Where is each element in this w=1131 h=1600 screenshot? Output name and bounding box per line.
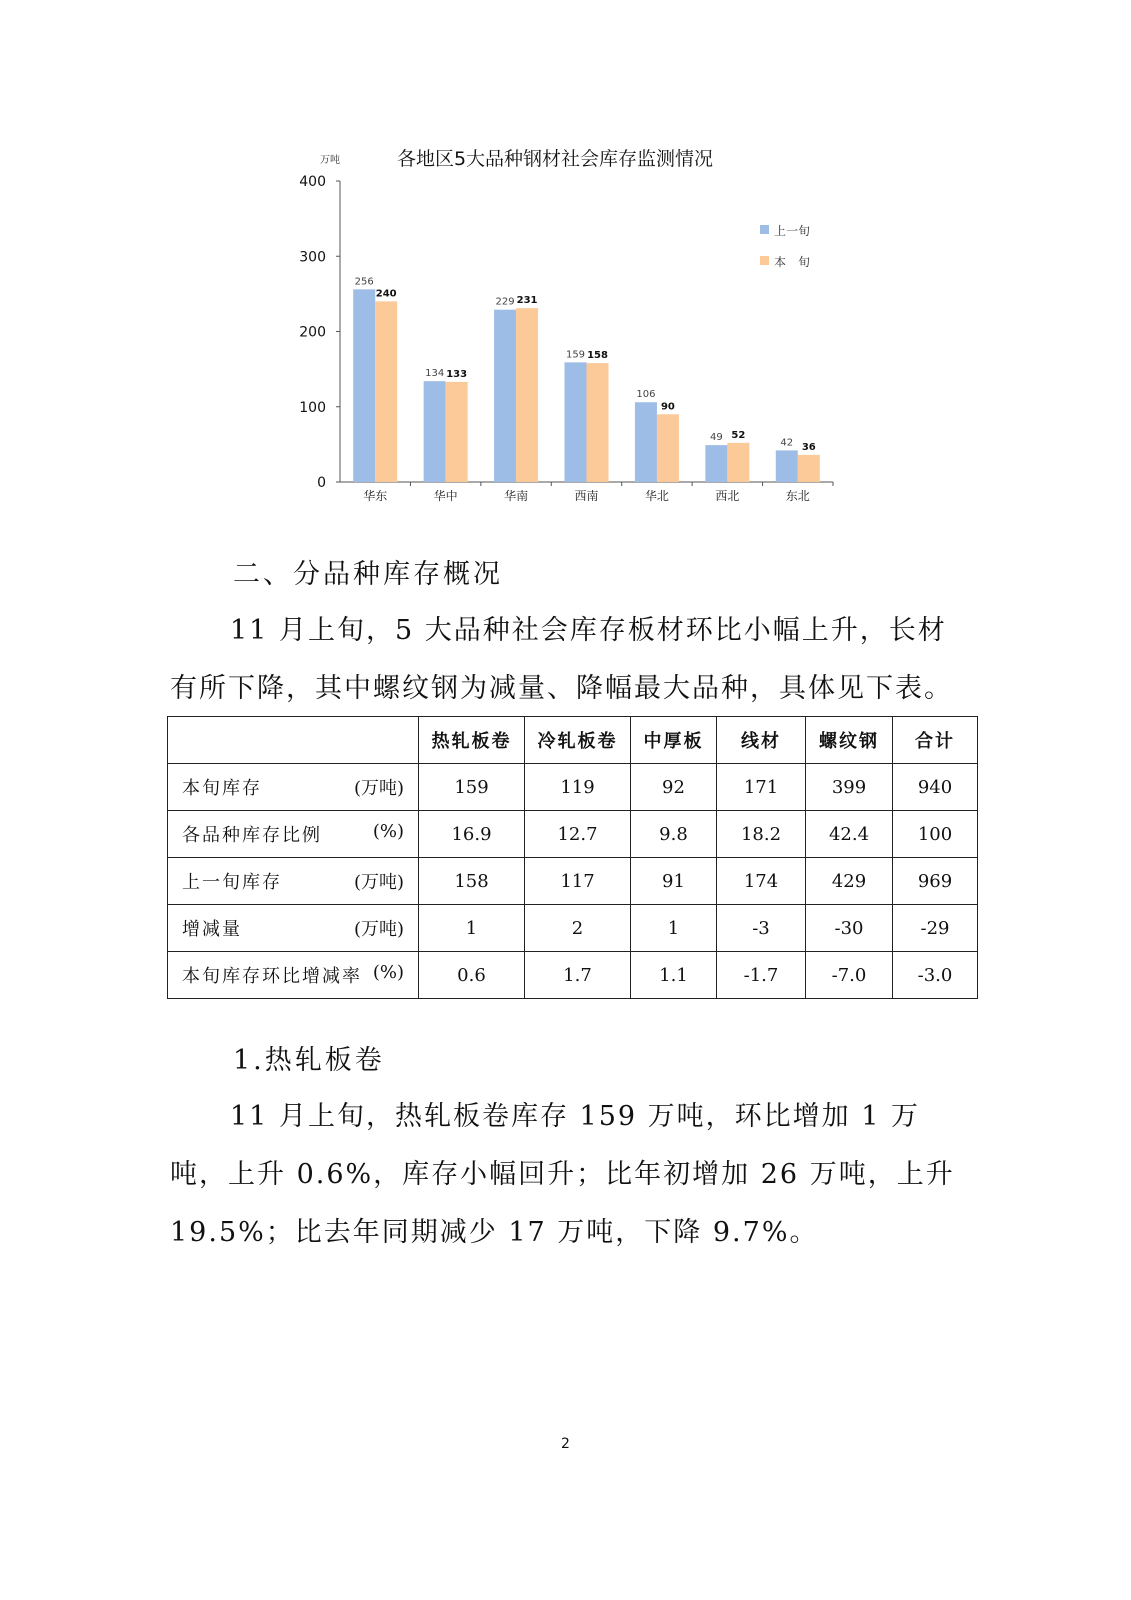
bar: [776, 450, 798, 482]
bar: [494, 310, 516, 482]
y-tick-label: 0: [317, 475, 326, 491]
table-row: [168, 811, 978, 858]
row-label: 各品种库存比例: [182, 825, 322, 846]
legend-label: 本 旬: [774, 255, 811, 269]
table-cell: 940: [893, 764, 978, 811]
x-tick-label: 西北: [715, 489, 740, 503]
bar-value-label: 229: [495, 296, 515, 308]
row-label-cell: [168, 905, 419, 952]
bar-value-label: 36: [801, 441, 816, 453]
x-tick-label: 华北: [644, 489, 669, 503]
col-header: 螺纹钢: [806, 717, 893, 764]
inventory-by-category-table: [167, 716, 978, 999]
bar-value-label: 90: [660, 401, 675, 413]
table-row: [168, 858, 978, 905]
table-cell: 399: [806, 764, 893, 811]
bar: [565, 362, 587, 482]
bar-value-label: 106: [636, 389, 656, 401]
row-label-cell: [168, 858, 419, 905]
table-cell: 1: [631, 905, 717, 952]
table-cell: 119: [525, 764, 631, 811]
table-cell: -3.0: [893, 952, 978, 999]
row-label: 增减量: [182, 919, 242, 940]
bar: [727, 443, 749, 482]
row-label: 本旬库存: [182, 778, 262, 799]
x-tick-label: 华中: [433, 489, 458, 503]
table-cell: 158: [419, 858, 525, 905]
table-cell: 1: [419, 905, 525, 952]
table-cell: -1.7: [717, 952, 806, 999]
table-cell: 100: [893, 811, 978, 858]
bar-value-label: 134: [425, 368, 445, 380]
table-cell: 117: [525, 858, 631, 905]
bar-value-label: 256: [354, 276, 374, 288]
x-tick-label: 华南: [504, 489, 529, 503]
table-row: [168, 905, 978, 952]
y-tick-label: 300: [299, 249, 326, 266]
intro-paragraph: 11 月上旬，5 大品种社会库存板材环比小幅上升，长材有所下降，其中螺纹钢为减量、降幅最大品种，具体见下表。: [170, 615, 953, 704]
chart-title: 各地区5大品种钢材社会库存监测情况: [396, 148, 714, 170]
table-cell: 1.7: [525, 952, 631, 999]
table-cell: 159: [419, 764, 525, 811]
table-cell: 969: [893, 858, 978, 905]
chart-y-unit: 万吨: [320, 155, 340, 166]
bar-value-label: 159: [565, 349, 586, 361]
row-unit: (%): [372, 821, 404, 842]
y-tick-label: 200: [299, 324, 326, 341]
bar: [798, 455, 820, 482]
table-cell: -3: [717, 905, 806, 952]
bar: [446, 382, 468, 482]
bar: [424, 381, 446, 482]
subsection-title: 1.热轧板卷: [233, 1045, 385, 1076]
row-label-cell: [168, 811, 419, 858]
table-header-row: [168, 717, 978, 764]
bar: [375, 301, 397, 482]
bar: [587, 363, 609, 482]
table-cell: 42.4: [806, 811, 893, 858]
table-cell: 12.7: [525, 811, 631, 858]
row-label-cell: [168, 764, 419, 811]
table-cell: -30: [806, 905, 893, 952]
table-cell: 0.6: [419, 952, 525, 999]
bar-value-label: 231: [516, 295, 538, 307]
x-tick-label: 华东: [363, 489, 388, 503]
bar-value-label: 42: [780, 437, 794, 449]
bar: [635, 402, 657, 482]
section-title: 二、分品种库存概况: [233, 559, 503, 590]
bar: [705, 445, 727, 482]
table-cell: 2: [525, 905, 631, 952]
legend-swatch: [760, 256, 769, 265]
bar: [657, 414, 679, 482]
table-row: [168, 952, 978, 999]
col-header: 中厚板: [631, 717, 717, 764]
table-cell: 18.2: [717, 811, 806, 858]
table-row: [168, 764, 978, 811]
table-cell: 1.1: [631, 952, 717, 999]
table-cell: -29: [893, 905, 978, 952]
legend-label: 上一旬: [774, 224, 811, 238]
row-label: 上一旬库存: [182, 872, 282, 893]
table-corner-cell: [168, 717, 419, 764]
regional-inventory-chart: [290, 140, 850, 520]
bar-value-label: 240: [375, 288, 397, 300]
legend-swatch: [760, 225, 769, 234]
col-header: 热轧板卷: [419, 717, 525, 764]
bar-value-label: 158: [587, 350, 608, 362]
table-cell: 16.9: [419, 811, 525, 858]
bar-value-label: 133: [446, 368, 468, 380]
row-unit: (万吨): [353, 919, 404, 940]
x-tick-label: 东北: [785, 489, 810, 503]
table-cell: 429: [806, 858, 893, 905]
row-unit: (%): [372, 962, 404, 983]
bar-value-label: 52: [731, 429, 746, 441]
bar: [353, 289, 375, 482]
table-cell: 171: [717, 764, 806, 811]
x-tick-label: 西南: [574, 489, 599, 503]
col-header: 线材: [717, 717, 806, 764]
table-cell: -7.0: [806, 952, 893, 999]
table-cell: 9.8: [631, 811, 717, 858]
y-tick-label: 100: [299, 399, 326, 416]
col-header: 合计: [893, 717, 978, 764]
table-cell: 91: [631, 858, 717, 905]
y-tick-label: 400: [299, 174, 326, 190]
table-cell: 174: [717, 858, 806, 905]
hot-rolled-paragraph: 11 月上旬，热轧板卷库存 159 万吨，环比增加 1 万吨，上升 0.6%，库存小幅回升；比年初增加 26 万吨，上升 19.5%；比去年同期减少 17 万吨，下降 9.7%。: [170, 1101, 955, 1248]
row-label: 本旬库存环比增减率: [182, 966, 362, 987]
bar: [516, 308, 538, 482]
row-label-cell: [168, 952, 419, 999]
page-number: 2: [561, 1436, 570, 1452]
bar-value-label: 49: [709, 432, 723, 444]
table-cell: 92: [631, 764, 717, 811]
row-unit: (万吨): [353, 778, 404, 799]
col-header: 冷轧板卷: [525, 717, 631, 764]
row-unit: (万吨): [353, 872, 404, 893]
